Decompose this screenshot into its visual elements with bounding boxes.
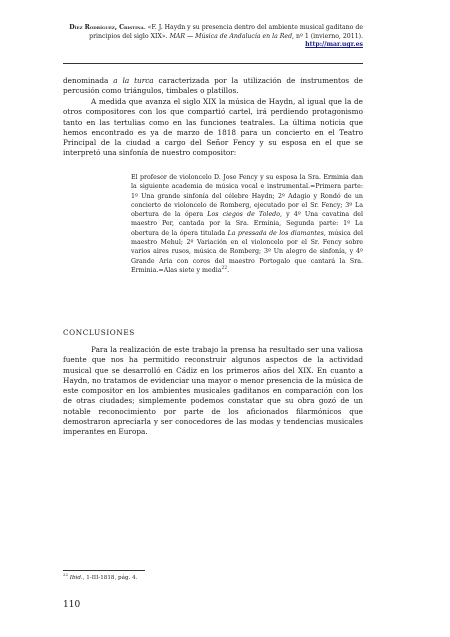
footnote-text: , 1-III-1818, pág. 4. bbox=[82, 575, 138, 581]
paragraph-2: A medida que avanza el siglo XIX la música de Haydn, al igual que la de otros compositores con los que compartió cartel, irá perdiendo protagonismo tanto en las tertulias como en las funciones teatrales. La última noticia que hemos encontrado es ya de marzo de 1818 para un concierto en el Teatro Principal de la ciudad a cargo del Señor Fency y su esposa en el que se interpretó una sinfonía de nuestro compositor: bbox=[63, 97, 363, 158]
footnote-reference[interactable]: 22 bbox=[221, 265, 228, 271]
paragraph-3: Para la realización de este trabajo la prensa ha resultado ser una valiosa fuente que nos ha permitido reconstruir algunos aspectos de la actividad musical que se desarrolló en Cádiz en los primeros años del XIX. En cuanto a Haydn, no tratamos de evidenciar una mayor o menor presencia de la música de este compositor en los ambientes musicales gaditanos en comparación con los de otras ciudades; simplemente podemos constatar que su obra gozó de un notable reconocimiento por parte de los aficionados filarmónicos que demostraron apreciarla y ser conocedores de las modas y tendencias musicales imperantes en Europa. bbox=[63, 345, 363, 437]
header-divider bbox=[63, 63, 363, 64]
header-author: Díez Rodríguez, Cristina bbox=[69, 24, 144, 31]
header-citation-part1: . «F. J. Haydn y su presencia dentro del ambiente musical gaditano de principios del siglo XIX». bbox=[89, 24, 363, 40]
header-citation-part2: , nº 1 (invierno, 2011). bbox=[292, 32, 363, 40]
paragraph-1-text-b: caracterizada por la utilización de instrumentos de percusión como triángulos, timbales o platillos. bbox=[63, 76, 363, 96]
paragraph-1-text-a: denominada bbox=[63, 76, 114, 85]
quote-text-1: El profesor de violoncelo D. Jose Fency y su esposa la Sra. Erminia dan la siguiente academia de música vocal e instrumental.=Primera parte: 1º Una grande sinfonía del célebre Haydn; 2º Adagio y Rondó de un concierto de violoncelo de Romberg, ejecutado por el Sr. Fency; 3º La obertura de la ópera bbox=[131, 174, 363, 219]
quote-text-4: . bbox=[227, 266, 230, 274]
running-header bbox=[63, 24, 363, 50]
page-number: 110 bbox=[63, 600, 81, 610]
footnote-italic: Ibid. bbox=[69, 575, 83, 581]
header-url-link[interactable]: http://mar.ugr.es bbox=[305, 41, 363, 49]
paragraph-1-italic: a la turca bbox=[113, 76, 154, 85]
block-quote bbox=[131, 173, 363, 275]
footnote bbox=[63, 574, 137, 582]
section-heading: CONCLUSIONES bbox=[63, 328, 135, 337]
footnote-number: 22 bbox=[63, 572, 68, 578]
quote-italic-2: La pressada de los diamantes bbox=[227, 229, 324, 237]
quote-text-3: , música del maestro Mehul; 2º Variación en el violoncelo por el Sr. Fency sobre varios aires rusos, música de Romberg; 3º Un alegro de sinfonía, y 4º Grande Aria con coros del maestro Portogalo que cantará la Sra. Erminia.=Alas siete y media bbox=[131, 229, 363, 274]
quote-text-2: , y 4º Una cavatina del maestro Per, cantada por la Sra. Erminia, Segunda parte: 1º La obertura de la ópera titulada bbox=[131, 211, 363, 237]
footnote-divider bbox=[63, 570, 145, 571]
paragraph-1 bbox=[63, 76, 363, 97]
quote-italic-1: Los ciegos de Toledo bbox=[207, 211, 280, 219]
header-journal: MAR — Música de Andalucía en la Red bbox=[169, 32, 293, 40]
